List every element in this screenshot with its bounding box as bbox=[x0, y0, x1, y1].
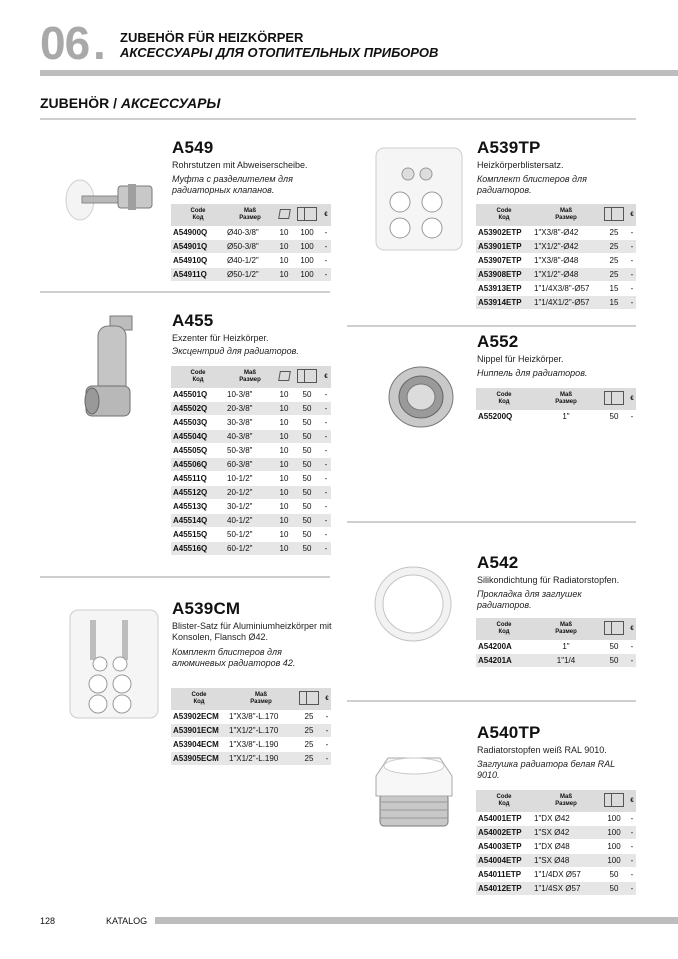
size-header: Maß Размер bbox=[532, 204, 600, 226]
header-title-de: ZUBEHÖR FÜR HEIZKÖRPER bbox=[120, 30, 304, 45]
a539cm-product-image bbox=[68, 608, 160, 720]
footer-bar bbox=[155, 917, 678, 924]
table-row: A54001ETP 1"DX Ø42 100 - bbox=[476, 812, 636, 826]
a539cm-table bbox=[171, 688, 331, 766]
size-header: Maß Размер bbox=[532, 388, 600, 410]
divider bbox=[40, 576, 330, 578]
a552-desc-de: Nippel für Heizkörper. bbox=[477, 354, 564, 364]
a455-desc-ru: Эксцентрид для радиаторов. bbox=[172, 346, 299, 356]
a539tp-product-image bbox=[374, 146, 464, 252]
code-header: Code Код bbox=[171, 366, 225, 388]
section-title-ru: АКСЕССУАРЫ bbox=[120, 95, 221, 111]
a542-desc-ru: Прокладка для заглушек радиаторов. bbox=[477, 589, 582, 610]
euro-header: € bbox=[321, 204, 331, 226]
header-bar bbox=[40, 70, 678, 76]
table-row: A45501Q 10-3/8" 10 50 - bbox=[171, 388, 331, 402]
size-header: Maß Размер bbox=[532, 790, 600, 812]
table-row: A45512Q 20-1/2" 10 50 - bbox=[171, 486, 331, 500]
euro-header: € bbox=[628, 790, 636, 812]
a549-desc-de: Rohrstutzen mit Abweiserscheibe. bbox=[172, 160, 308, 170]
a540tp-desc-ru: Заглушка радиатора белая RAL 9010. bbox=[477, 759, 615, 780]
carton-icon bbox=[604, 391, 624, 405]
size-header: Maß Размер bbox=[225, 366, 275, 388]
chapter-dot: . bbox=[93, 17, 106, 69]
a539tp-code: A539TP bbox=[477, 138, 541, 157]
a539tp-desc-ru: Комплект блистеров для радиаторов. bbox=[477, 174, 587, 195]
a540tp-table bbox=[476, 790, 636, 896]
table-row: A53902ETP 1"X3/8"-Ø42 25 - bbox=[476, 226, 636, 240]
table-row: A45513Q 30-1/2" 10 50 - bbox=[171, 500, 331, 514]
section-title-de: ZUBEHÖR / bbox=[40, 95, 117, 111]
table-row: A54011ETP 1"1/4DX Ø57 50 - bbox=[476, 868, 636, 882]
a455-code: A455 bbox=[172, 311, 214, 330]
table-row: A53913ETP 1"1/4X3/8"-Ø57 15 - bbox=[476, 282, 636, 296]
table-row: A45502Q 20-3/8" 10 50 - bbox=[171, 402, 331, 416]
carton-icon bbox=[604, 793, 624, 807]
table-row: A54002ETP 1"SX Ø42 100 - bbox=[476, 826, 636, 840]
a542-table bbox=[476, 618, 636, 668]
code-header: Code Код bbox=[476, 790, 532, 812]
chapter-number: 06 bbox=[40, 17, 90, 69]
table-row: A54003ETP 1"DX Ø48 100 - bbox=[476, 840, 636, 854]
a549-product-image bbox=[58, 160, 162, 230]
carton-icon bbox=[299, 691, 319, 705]
divider bbox=[347, 325, 636, 327]
a540tp-desc-de: Radiatorstopfen weiß RAL 9010. bbox=[477, 745, 607, 755]
a540tp-code: A540TP bbox=[477, 723, 541, 742]
table-row: A45505Q 50-3/8" 10 50 - bbox=[171, 444, 331, 458]
a542-product-image bbox=[370, 562, 456, 646]
section-divider bbox=[40, 118, 636, 120]
code-header: Code Код bbox=[171, 688, 227, 710]
a539tp-desc-de: Heizkörperblistersatz. bbox=[477, 160, 564, 170]
a552-code: A552 bbox=[477, 332, 519, 351]
a549-code: A549 bbox=[172, 138, 214, 157]
euro-header: € bbox=[628, 204, 636, 226]
code-header: Code Код bbox=[476, 204, 532, 226]
inner-pack-icon bbox=[278, 371, 291, 381]
table-row: A53908ETP 1"X1/2"-Ø48 25 - bbox=[476, 268, 636, 282]
table-row: A53905ECM 1"X1/2"-L.190 25 - bbox=[171, 752, 331, 766]
a539cm-desc-de: Blister-Satz für Aluminiumheizkörper mit Konsolen, Flansch Ø42. bbox=[172, 621, 332, 642]
euro-header: € bbox=[628, 388, 636, 410]
a539tp-table bbox=[476, 204, 636, 310]
a552-table bbox=[476, 388, 636, 424]
table-row: A54911Q Ø50-1/2" 10 100 - bbox=[171, 268, 331, 282]
carton-icon bbox=[297, 369, 317, 383]
size-header: Maß Размер bbox=[532, 618, 600, 640]
table-row: A54004ETP 1"SX Ø48 100 - bbox=[476, 854, 636, 868]
table-row: A45515Q 50-1/2" 10 50 - bbox=[171, 528, 331, 542]
a552-product-image bbox=[382, 360, 460, 434]
table-row: A53904ECM 1"X3/8"-L.190 25 - bbox=[171, 738, 331, 752]
carton-icon bbox=[604, 621, 624, 635]
size-header: Maß Размер bbox=[225, 204, 275, 226]
a549-desc-ru: Муфта с разделителем для радиаторных клапанов. bbox=[172, 174, 293, 195]
table-row: A54901Q Ø50-3/8" 10 100 - bbox=[171, 240, 331, 254]
euro-header: € bbox=[323, 688, 331, 710]
a455-desc-de: Exzenter für Heizkörper. bbox=[172, 333, 269, 343]
table-row: A53914ETP 1"1/4X1/2"-Ø57 15 - bbox=[476, 296, 636, 310]
euro-header: € bbox=[628, 618, 636, 640]
table-row: A53902ECM 1"X3/8"-L.170 25 - bbox=[171, 710, 331, 724]
section-title bbox=[40, 95, 220, 111]
a552-desc-ru: Ниппель для радиаторов. bbox=[477, 368, 588, 378]
a540tp-product-image bbox=[366, 750, 462, 834]
page-number: 128 bbox=[40, 916, 56, 926]
table-row: A55200Q 1" 50 - bbox=[476, 410, 636, 424]
table-row: A54201A 1"1/4 50 - bbox=[476, 654, 636, 668]
divider bbox=[40, 291, 330, 293]
inner-pack-icon bbox=[278, 209, 291, 219]
carton-icon bbox=[297, 207, 317, 221]
a539cm-desc-ru: Комплект блистеров для алюминевых радиаторов 42. bbox=[172, 647, 296, 668]
carton-icon bbox=[604, 207, 624, 221]
table-row: A45516Q 60-1/2" 10 50 - bbox=[171, 542, 331, 556]
divider bbox=[347, 700, 636, 702]
a542-code: A542 bbox=[477, 553, 519, 572]
a455-product-image bbox=[80, 312, 158, 422]
table-row: A45506Q 60-3/8" 10 50 - bbox=[171, 458, 331, 472]
a539cm-code: A539CM bbox=[172, 599, 241, 618]
euro-header: € bbox=[321, 366, 331, 388]
a549-table bbox=[171, 204, 331, 282]
table-row: A45511Q 10-1/2" 10 50 - bbox=[171, 472, 331, 486]
divider bbox=[347, 521, 636, 523]
a542-desc-de: Silikondichtung für Radiatorstopfen. bbox=[477, 575, 620, 585]
table-row: A53901ECM 1"X1/2"-L.170 25 - bbox=[171, 724, 331, 738]
a455-table bbox=[171, 366, 331, 556]
table-row: A45504Q 40-3/8" 10 50 - bbox=[171, 430, 331, 444]
footer-label: KATALOG bbox=[106, 916, 148, 926]
code-header: Code Код bbox=[171, 204, 225, 226]
table-row: A45514Q 40-1/2" 10 50 - bbox=[171, 514, 331, 528]
table-row: A53901ETP 1"X1/2"-Ø42 25 - bbox=[476, 240, 636, 254]
table-row: A54910Q Ø40-1/2" 10 100 - bbox=[171, 254, 331, 268]
table-row: A54200A 1" 50 - bbox=[476, 640, 636, 654]
table-row: A54900Q Ø40-3/8" 10 100 - bbox=[171, 226, 331, 240]
size-header: Maß Размер bbox=[227, 688, 295, 710]
table-row: A45503Q 30-3/8" 10 50 - bbox=[171, 416, 331, 430]
code-header: Code Код bbox=[476, 618, 532, 640]
header-title-ru: АКСЕССУАРЫ ДЛЯ ОТОПИТЕЛЬНЫХ ПРИБОРОВ bbox=[120, 45, 439, 60]
table-row: A53907ETP 1"X3/8"-Ø48 25 - bbox=[476, 254, 636, 268]
table-row: A54012ETP 1"1/4SX Ø57 50 - bbox=[476, 882, 636, 896]
code-header: Code Код bbox=[476, 388, 532, 410]
